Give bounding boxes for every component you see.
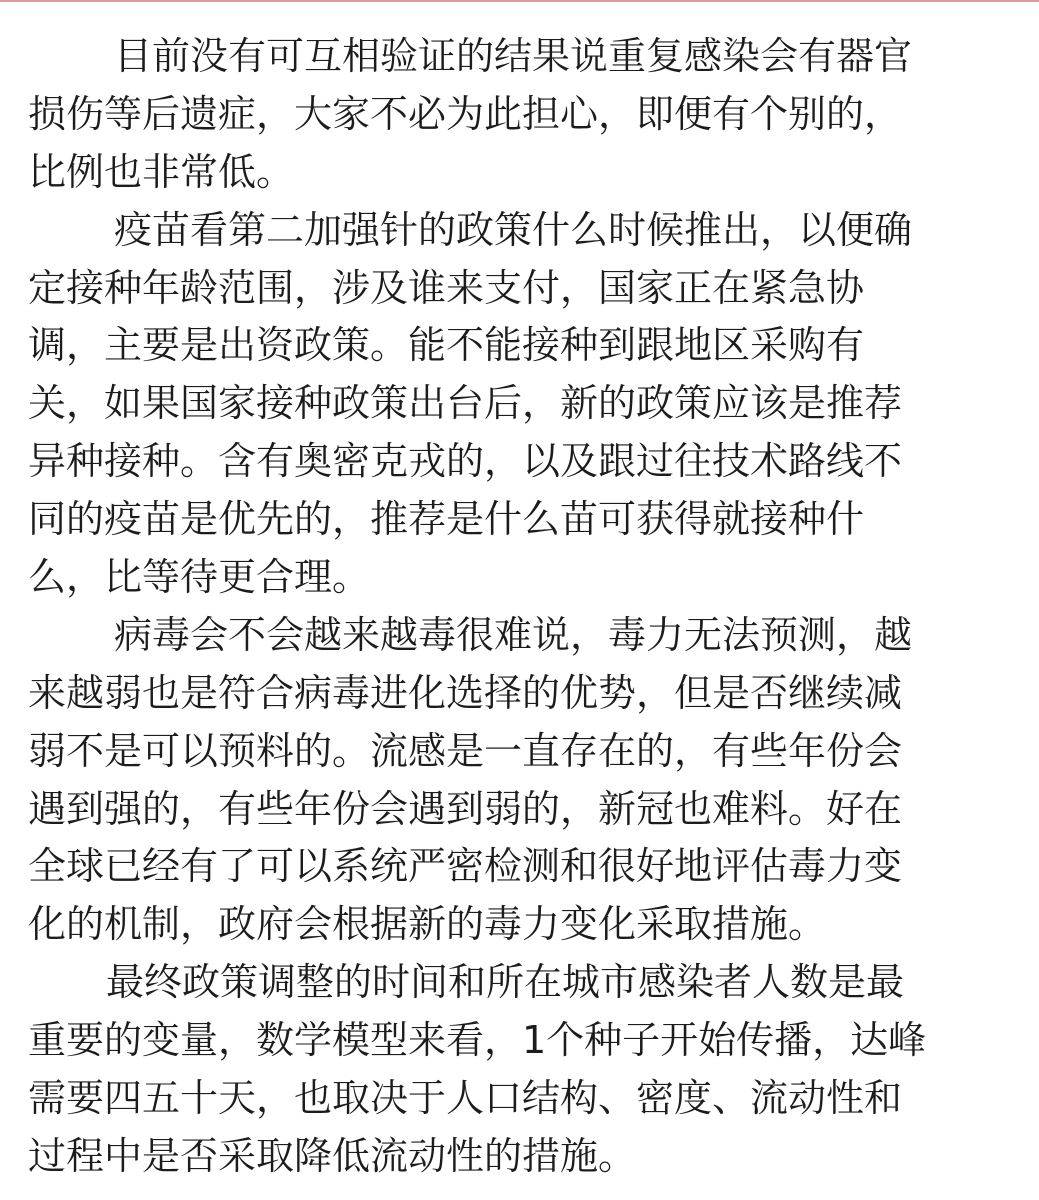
text-line: 遇到强的，有些年份会遇到弱的，新冠也难料。好在 [28,786,903,831]
text-line: 需要四五十天，也取决于人口结构、密度、流动性和 [28,1076,903,1121]
paragraph-policy-timing [28,954,1018,1186]
text-line: 病毒会不会越来越毒很难说，毒力无法预测，越 [114,612,913,657]
text-line: 目前没有可互相验证的结果说重复感染会有器官 [114,34,913,78]
paragraph-reinfection [28,28,1018,202]
text-line: 疫苗看第二加强针的政策什么时候推出，以便确 [114,207,913,252]
text-line: 化的机制，政府会根据新的毒力变化采取措施。 [28,902,827,947]
text-line: 定接种年龄范围，涉及谁来支付，国家正在紧急协 [28,265,865,310]
paragraph-virulence [28,607,1018,954]
text-line: 同的疫苗是优先的，推荐是什么苗可获得就接种什 [28,497,865,542]
text-line: 全球已经有了可以系统严密检测和很好地评估毒力变 [28,844,903,889]
article-body [28,28,1018,1186]
text-line: 来越弱也是符合病毒进化选择的优势，但是否继续减 [28,670,903,715]
top-divider [0,0,1039,2]
text-line: 调，主要是出资政策。能不能接种到跟地区采购有 [28,323,865,368]
text-line: 比例也非常低。 [28,149,295,194]
text-line: 最终政策调整的时间和所在城市感染者人数是最 [106,960,905,1005]
text-line: 异种接种。含有奥密克戎的，以及跟过往技术路线不 [28,439,903,484]
paragraph-vaccine [28,202,1018,607]
text-line: 么，比等待更合理。 [28,555,371,600]
text-line: 过程中是否采取降低流动性的措施。 [28,1133,637,1178]
text-line: 损伤等后遗症，大家不必为此担心，即便有个别的， [28,91,903,136]
text-line: 关，如果国家接种政策出台后，新的政策应该是推荐 [28,381,903,426]
text-line: 弱不是可以预料的。流感是一直存在的，有些年份会 [28,728,903,773]
text-line: 重要的变量，数学模型来看，1个种子开始传播，达峰 [28,1018,927,1063]
